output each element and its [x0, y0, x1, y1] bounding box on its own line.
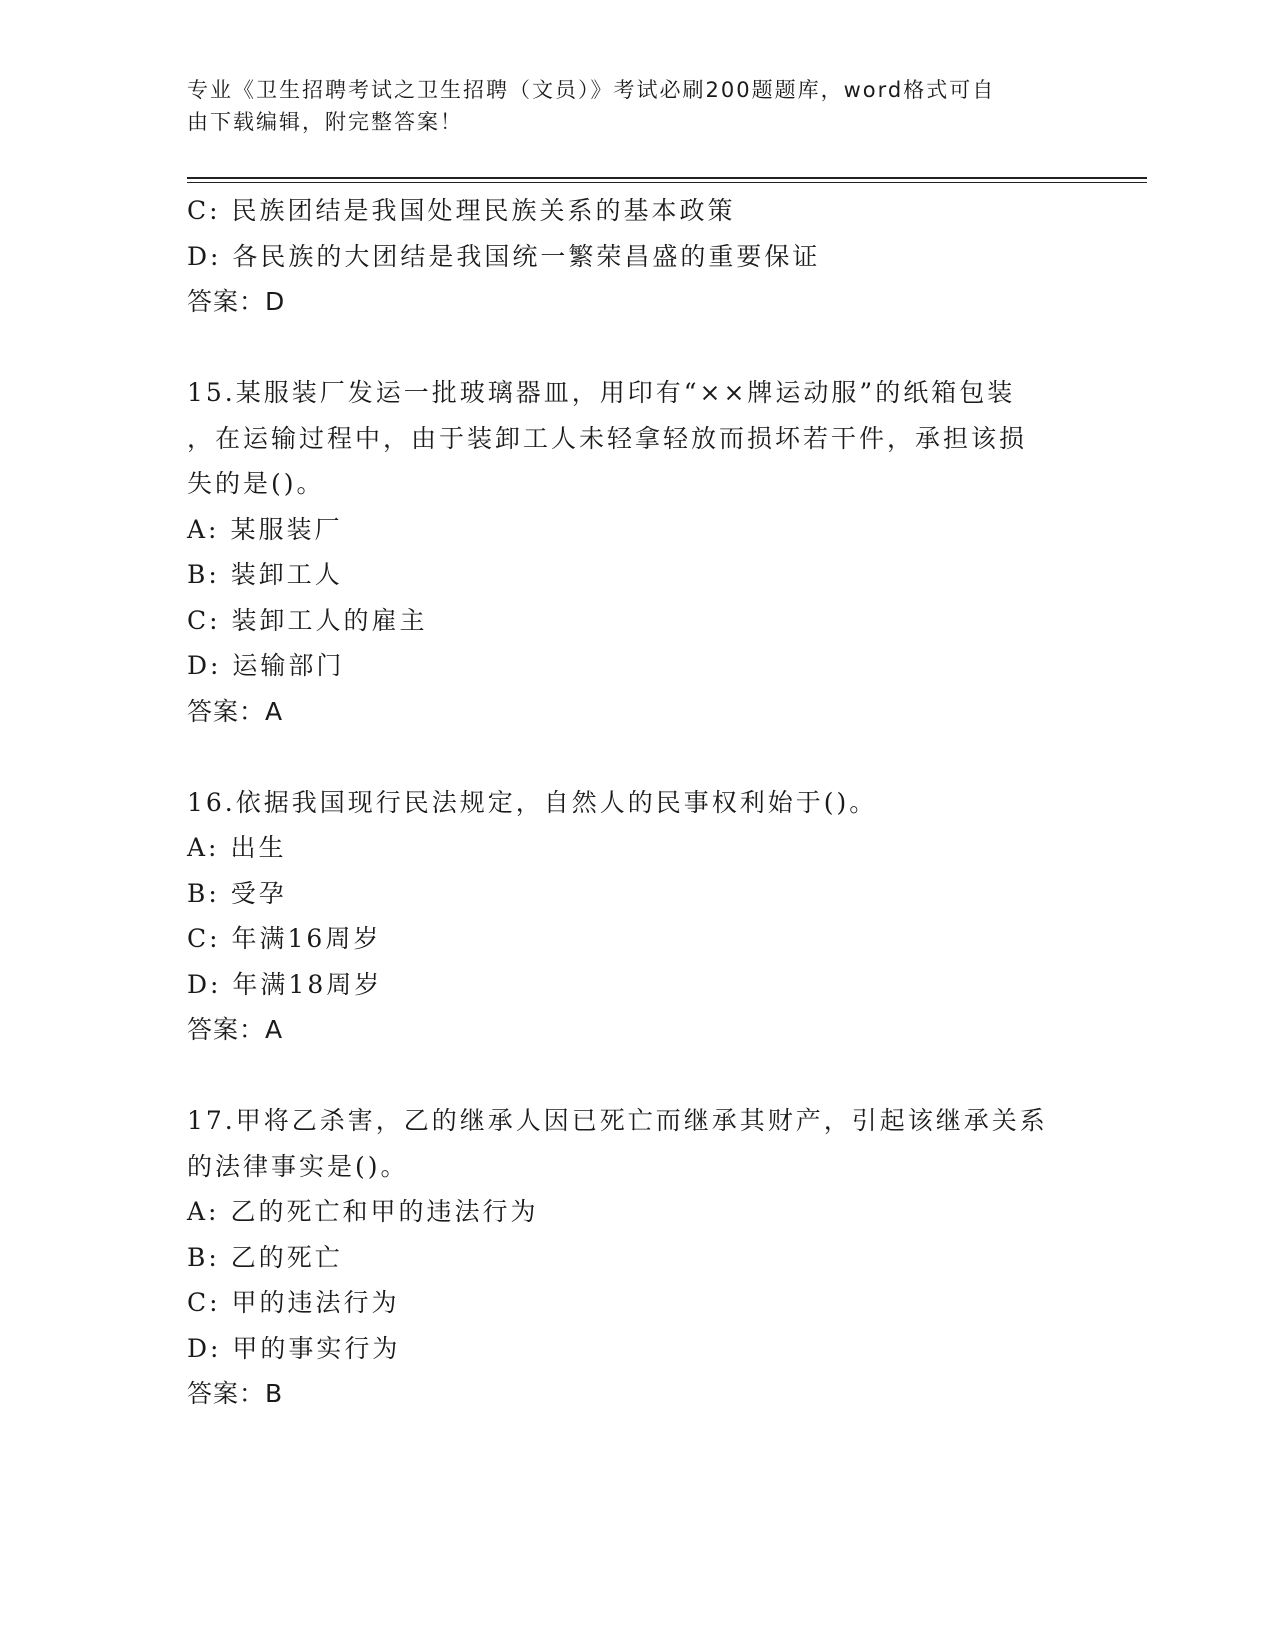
spacer — [187, 1053, 1087, 1099]
question-stem-line: ，在运输过程中，由于装卸工人未轻拿轻放而损坏若干件，承担该损 — [187, 423, 1028, 453]
question-stem-line: 17.甲将乙杀害，乙的继承人因已死亡而继承其财产，引起该继承关系 — [187, 1106, 1048, 1135]
answer-line: 答案：D — [187, 287, 286, 316]
option-b: B: 乙的死亡 — [187, 1242, 343, 1272]
carryover-block — [187, 188, 1087, 325]
header-rule-thick — [187, 177, 1147, 179]
answer-line: 答案：A — [187, 696, 284, 726]
answer-line: 答案：A — [187, 1015, 284, 1044]
question-stem-line: 失的是()。 — [187, 469, 325, 498]
question-15 — [187, 370, 1087, 734]
option-a: A: 某服装厂 — [187, 514, 343, 544]
option-c: C: 甲的违法行为 — [187, 1288, 400, 1317]
option-d: D: 甲的事实行为 — [187, 1333, 401, 1363]
header-line-2: 由下载编辑，附完整答案！ — [187, 110, 463, 134]
option-b: B: 装卸工人 — [187, 560, 343, 589]
question-17 — [187, 1098, 1087, 1417]
question-stem-line: 的法律事实是()。 — [187, 1151, 409, 1181]
option-d: D: 年满18周岁 — [187, 969, 383, 999]
document-header — [187, 74, 1067, 138]
question-16 — [187, 780, 1087, 1053]
question-content — [187, 188, 1087, 1417]
option-c: C: 年满16周岁 — [187, 924, 382, 953]
option-c: C: 装卸工人的雇主 — [187, 605, 428, 635]
option-d: D: 各民族的大团结是我国统一繁荣昌盛的重要保证 — [187, 241, 821, 271]
header-rule-thin — [187, 182, 1147, 183]
question-stem-line: 15.某服装厂发运一批玻璃器皿，用印有“××牌运动服”的纸箱包装 — [187, 378, 1016, 407]
option-c: C: 民族团结是我国处理民族关系的基本政策 — [187, 196, 736, 225]
option-a: A: 出生 — [187, 833, 287, 862]
spacer — [187, 734, 1087, 780]
option-d: D: 运输部门 — [187, 651, 345, 680]
header-line-1: 专业《卫生招聘考试之卫生招聘（文员）》考试必刷200题题库，word格式可自 — [187, 78, 996, 102]
option-b: B: 受孕 — [187, 878, 287, 908]
answer-line: 答案：B — [187, 1379, 284, 1408]
option-a: A: 乙的死亡和甲的违法行为 — [187, 1197, 539, 1226]
question-stem-line: 16.依据我国现行民法规定，自然人的民事权利始于()。 — [187, 787, 878, 817]
spacer — [187, 325, 1087, 371]
